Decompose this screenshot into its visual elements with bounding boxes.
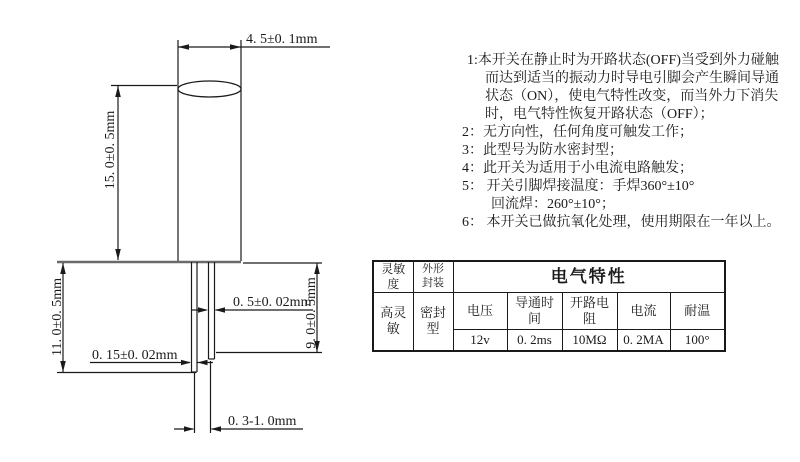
spec-table — [372, 260, 726, 352]
sensitivity-value: 高灵敏 — [373, 293, 413, 351]
dimension-bottom-lead — [174, 414, 303, 432]
note-line: 而达到适当的振动力时导电引脚会产生瞬间导通 — [485, 71, 779, 86]
value-open-resistance: 10MΩ — [562, 330, 617, 351]
note-line: 6： 本开关已做抗氧化处理，使用期限在一年以上。 — [462, 215, 781, 230]
note-line: 状态（ON），使电气特性改变，而当外力下消失 — [485, 89, 779, 104]
value-temp-resistance: 100° — [670, 330, 725, 351]
dimension-flat-lead — [90, 348, 213, 365]
value-on-time: 0. 2ms — [507, 330, 562, 351]
notes-list — [462, 52, 800, 232]
dimension-diagram — [0, 0, 340, 462]
switch-body — [57, 40, 241, 262]
dimension-lead-width — [191, 295, 313, 313]
dim-short-lead-label: 9. 0±0. 5mm — [304, 277, 319, 349]
dim-flat-lead-label: 0. 15±0. 02mm — [92, 348, 178, 363]
note-line: 3：此型号为防水密封型； — [462, 143, 623, 158]
col-header-voltage: 电压 — [453, 293, 507, 330]
dim-body-height-label: 15. 0±0. 5mm — [103, 110, 118, 190]
note-line: 时，电气特性恢复开路状态（OFF）； — [485, 107, 714, 122]
package-header: 外形封装 — [413, 261, 453, 293]
dim-long-lead-label: 11. 0±0. 5mm — [50, 278, 65, 356]
dim-lead-width-label: 0. 5±0. 02mm — [233, 295, 312, 310]
note-line: 1:本开关在静止时为开路状态(OFF)当受到外力碰触 — [467, 53, 779, 68]
note-line: 5： 开关引脚焊接温度：手焊360°±10° — [462, 179, 695, 194]
col-header-on-time: 导通时间 — [507, 293, 562, 330]
switch-leads — [192, 262, 215, 433]
col-header-current: 电流 — [617, 293, 670, 330]
note-line: 回流焊：260°±10°； — [491, 197, 615, 212]
dimension-top-width — [178, 32, 330, 50]
dimension-body-height — [103, 86, 177, 261]
sensitivity-header: 灵敏度 — [373, 261, 413, 293]
dim-bottom-lead-label: 0. 3-1. 0mm — [228, 414, 297, 429]
value-current: 0. 2MA — [617, 330, 670, 351]
value-voltage: 12v — [453, 330, 507, 351]
note-line: 4：此开关为适用于小电流电路触发； — [462, 161, 693, 176]
note-line: 2：无方向性，任何角度可触发工作； — [462, 125, 693, 140]
dim-top-width-label: 4. 5±0. 1mm — [246, 32, 318, 47]
package-value: 密封型 — [413, 293, 453, 351]
col-header-temp-resistance: 耐温 — [670, 293, 725, 330]
electrical-title: 电气特性 — [453, 261, 725, 293]
col-header-open-resistance: 开路电阻 — [562, 293, 617, 330]
